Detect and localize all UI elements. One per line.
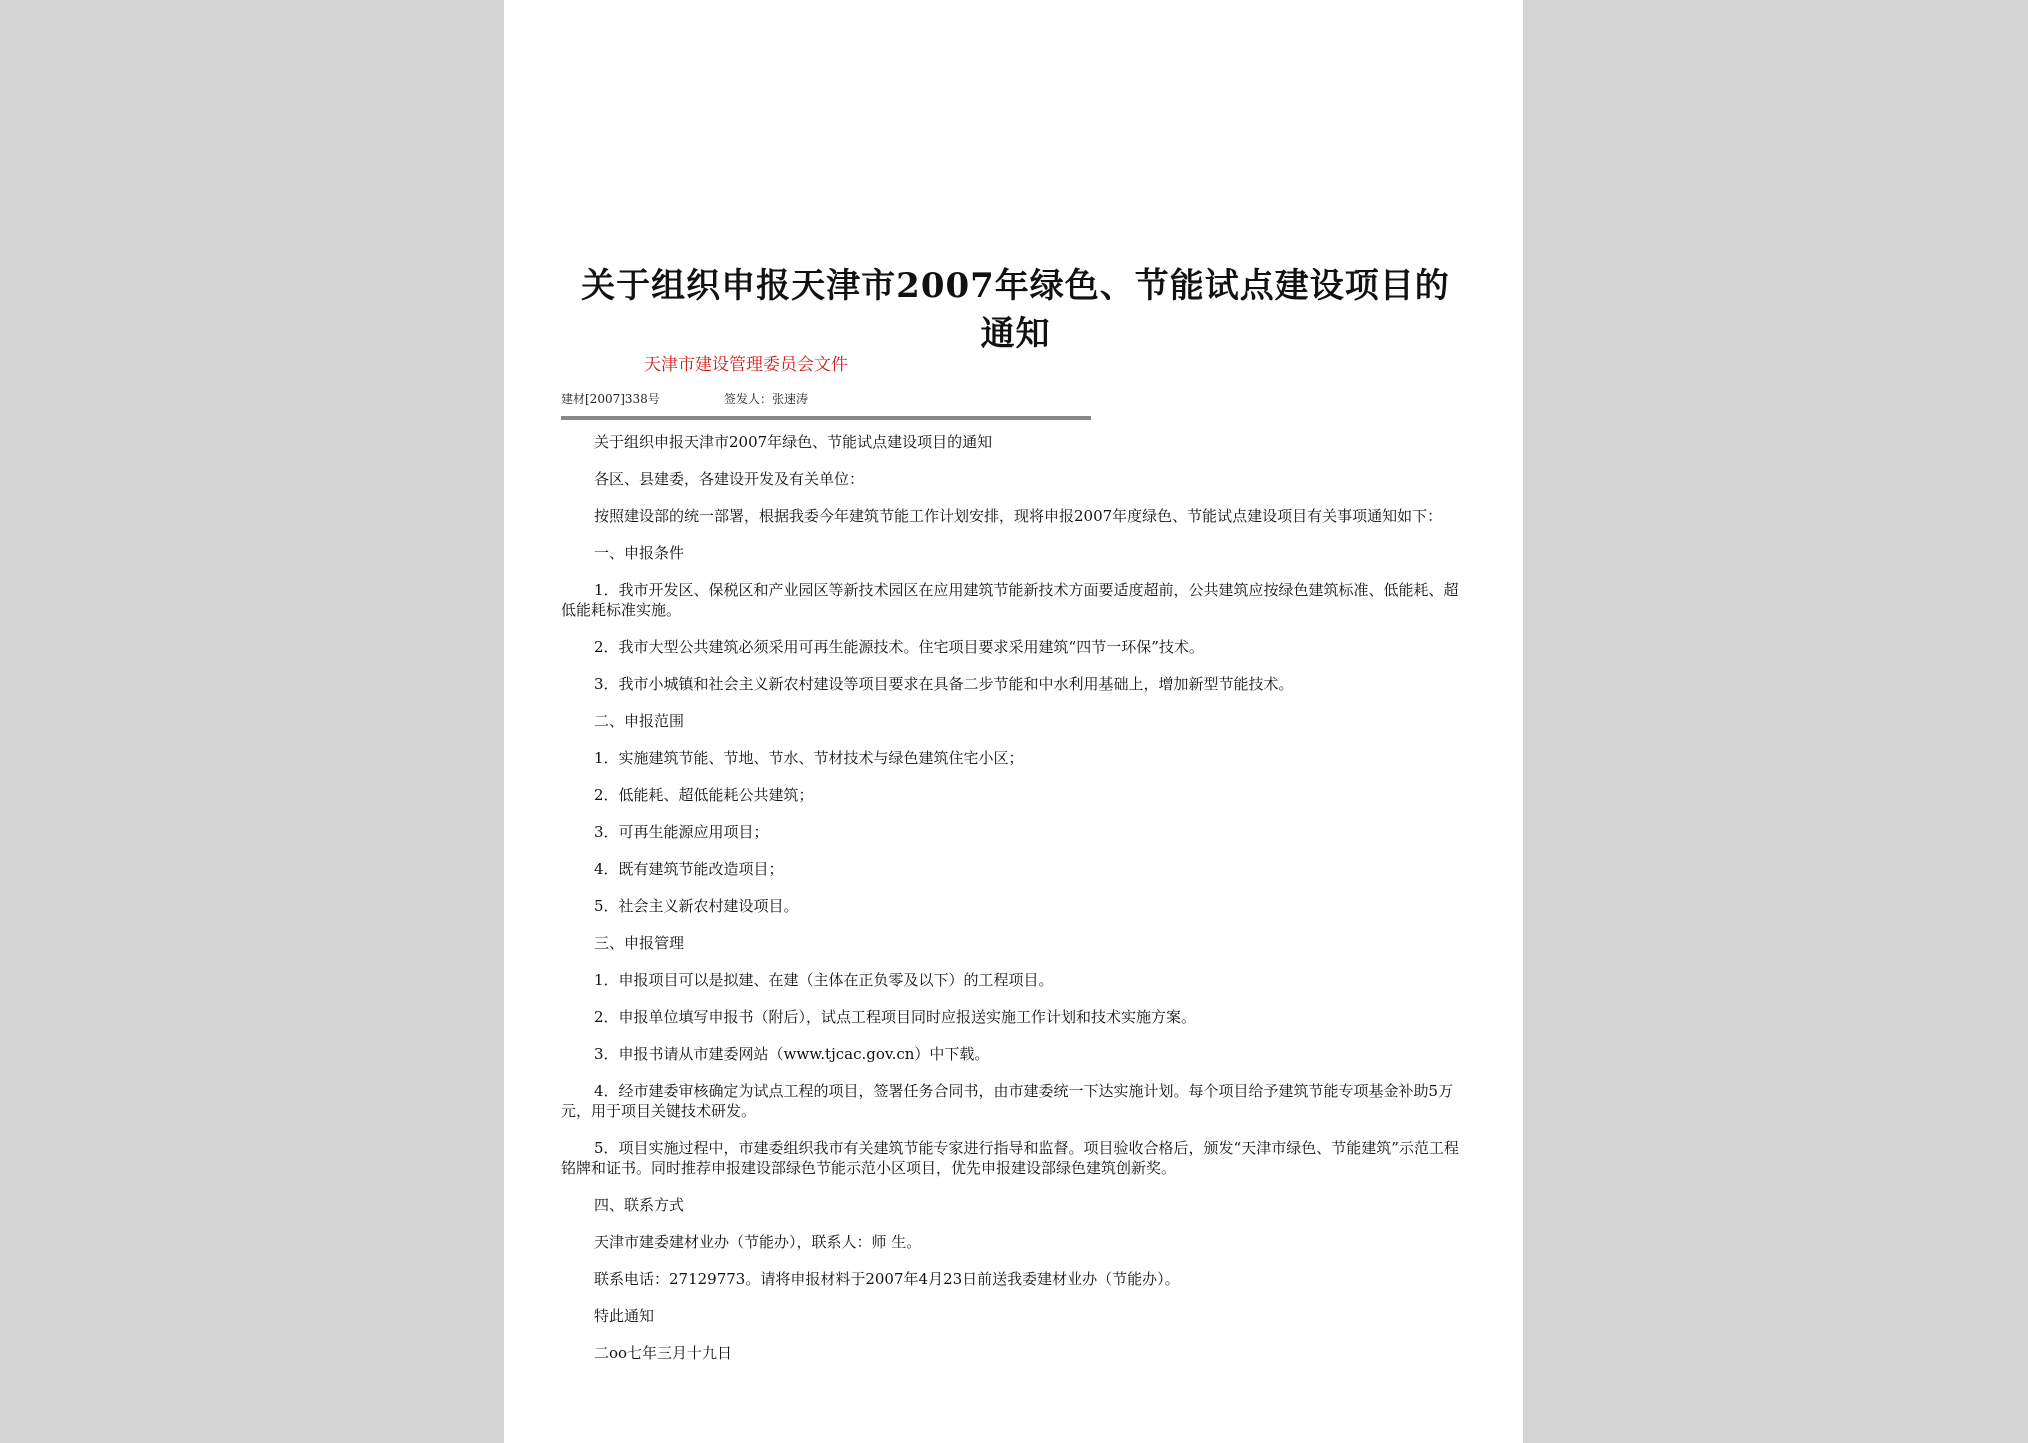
signer: 签发人：张速涛 [724,392,809,406]
paragraph-item: 1．实施建筑节能、节地、节水、节材技术与绿色建筑住宅小区； [594,749,1024,767]
section-heading-scope: 二、申报范围 [594,712,685,730]
title-line-2: 通知 [980,314,1051,354]
issuer-header: 天津市建设管理委员会文件 [644,355,848,375]
header-divider [561,416,1091,420]
paragraph-item: 3．我市小城镇和社会主义新农村建设等项目要求在具备二步节能和中水利用基础上，增加新型节能技术。 [594,675,1294,693]
section-heading-contact: 四、联系方式 [594,1196,685,1214]
paragraph-salutation: 各区、县建委，各建设开发及有关单位： [594,470,865,488]
section-heading-conditions: 一、申报条件 [594,544,685,562]
paragraph-subject: 关于组织申报天津市2007年绿色、节能试点建设项目的通知 [594,433,993,451]
paragraph-item: 4．既有建筑节能改造项目； [594,860,784,878]
paragraph-item: 5．项目实施过程中，市建委组织我市有关建筑节能专家进行指导和监督。项目验收合格后，颁发“天津市绿色、节能建筑”示范工程铭牌和证书。同时推荐申报建设部绿色节能示范小区项目，优先申报建设部绿色建筑创新奖。 [561,1139,1459,1177]
paragraph-contact-phone: 联系电话：27129773。请将申报材料于2007年4月23日前送我委建材业办（节能办）。 [594,1270,1180,1288]
title-line-1: 关于组织申报天津市2007年绿色、节能试点建设项目的 [581,266,1450,306]
paragraph-item: 1．申报项目可以是拟建、在建（主体在正负零及以下）的工程项目。 [594,971,1054,989]
document-body [561,432,1469,1380]
paragraph-item: 2．申报单位填写申报书（附后），试点工程项目同时应报送实施工作计划和技术实施方案。 [594,1008,1197,1026]
section-heading-management: 三、申报管理 [594,934,685,952]
document-title [548,262,1483,358]
document-page [504,0,1523,1443]
paragraph-intro: 按照建设部的统一部署，根据我委今年建筑节能工作计划安排，现将申报2007年度绿色、节能试点建设项目有关事项通知如下： [594,507,1443,525]
document-number: 建材[2007]338号 [561,392,660,406]
paragraph-closing: 特此通知 [594,1307,655,1325]
paragraph-date: 二oo七年三月十九日 [594,1344,733,1362]
paragraph-item: 2．低能耗、超低能耗公共建筑； [594,786,814,804]
paragraph-item: 3．可再生能源应用项目； [594,823,769,841]
paragraph-contact-office: 天津市建委建材业办（节能办），联系人：师 生。 [594,1233,922,1251]
paragraph-item: 4．经市建委审核确定为试点工程的项目，签署任务合同书，由市建委统一下达实施计划。每个项目给予建筑节能专项基金补助5万元，用于项目关键技术研发。 [561,1082,1454,1120]
paragraph-item: 5．社会主义新农村建设项目。 [594,897,799,915]
paragraph-item: 2．我市大型公共建筑必须采用可再生能源技术。住宅项目要求采用建筑“四节一环保”技术。 [594,638,1204,656]
paragraph-item: 1．我市开发区、保税区和产业园区等新技术园区在应用建筑节能新技术方面要适度超前，公共建筑应按绿色建筑标准、低能耗、超低能耗标准实施。 [561,581,1459,619]
paragraph-item: 3．申报书请从市建委网站（www.tjcac.gov.cn）中下载。 [594,1045,990,1063]
